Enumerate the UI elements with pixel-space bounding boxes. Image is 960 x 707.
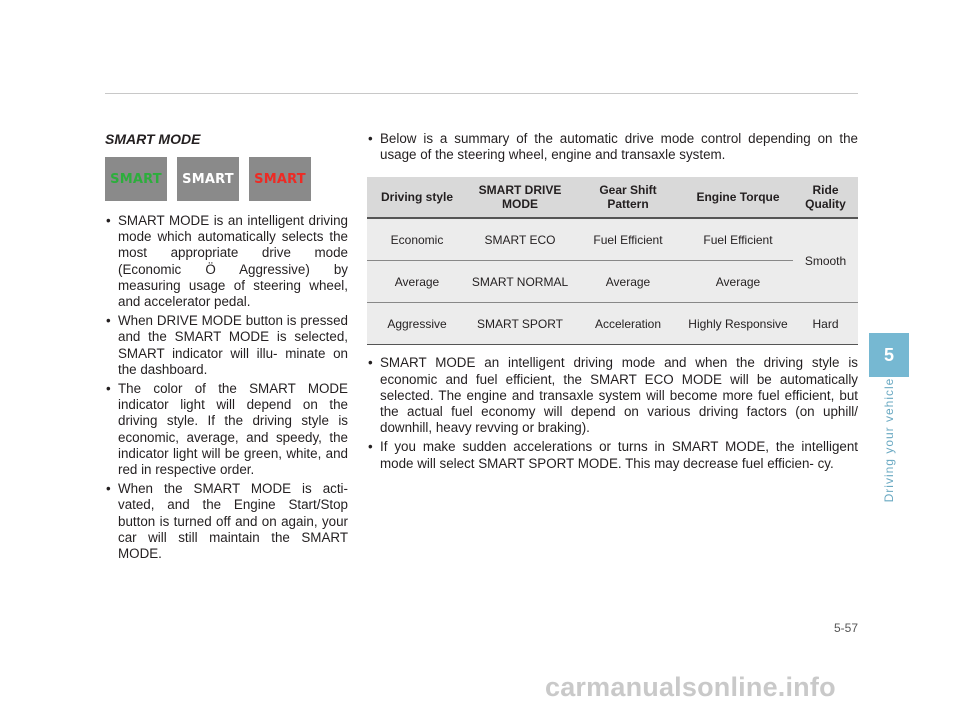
smart-indicator-red-icon: SMART	[249, 157, 311, 201]
right-column	[367, 131, 858, 475]
drive-mode-table	[367, 177, 858, 345]
section-title: SMART MODE	[105, 131, 201, 147]
cell-driving-style: Economic	[367, 218, 467, 261]
chapter-label: Driving your vehicle	[882, 377, 896, 503]
bullet-item: • When the SMART MODE is acti- vated, and the Engine Start/Stop button is turned off and on again, your car will still maintain the SMART MODE.	[105, 481, 348, 562]
table-row	[367, 218, 858, 261]
header-engine-torque: Engine Torque	[683, 177, 793, 218]
bullet-item: • When DRIVE MODE button is pressed and the SMART MODE is selected, SMART indicator will illu- minate on the dashboard.	[105, 313, 348, 378]
smart-indicator-white-icon: SMART	[177, 157, 239, 201]
cell-gear-shift: Average	[573, 261, 683, 303]
cell-engine-torque: Fuel Efficient	[683, 218, 793, 261]
cell-gear-shift: Fuel Efficient	[573, 218, 683, 261]
cell-driving-style: Aggressive	[367, 303, 467, 345]
cell-driving-style: Average	[367, 261, 467, 303]
table-header-row	[367, 177, 858, 218]
smart-indicator-green-icon: SMART	[105, 157, 167, 201]
table-row	[367, 261, 858, 303]
header-gear-shift-pattern: Gear Shift Pattern	[573, 177, 683, 218]
cell-smart-mode: SMART SPORT	[467, 303, 573, 345]
watermark: carmanualsonline.info	[545, 672, 836, 702]
bullet-item: • SMART MODE an intelligent driving mode and when the driving style is economic and fuel efficient, the SMART ECO MODE will be automatically selected. The engine and transaxle system will become more fuel efficient, but the actual fuel economy will depend on various driving factors (on uphill/ downhill, heavy revving or braking).	[367, 355, 858, 436]
bullet-item: • If you make sudden accelerations or turns in SMART MODE, the intelligent mode will select SMART SPORT MODE. This may decrease fuel efficien- cy.	[367, 439, 858, 471]
chapter-tab: 5	[869, 333, 909, 377]
smart-indicator-row	[105, 157, 348, 201]
header-smart-drive-mode: SMART DRIVE MODE	[467, 177, 573, 218]
bullet-item: • Below is a summary of the automatic drive mode control depending on the usage of the steering wheel, engine and transaxle system.	[367, 131, 858, 163]
cell-gear-shift: Acceleration	[573, 303, 683, 345]
cell-ride-quality-merged: Smooth	[793, 218, 858, 303]
cell-engine-torque: Average	[683, 261, 793, 303]
bullet-item: • The color of the SMART MODE indicator light will depend on the driving style. If the driving style is economic, average, and speedy, the indicator light will be green, white, and red in respective order.	[105, 381, 348, 478]
cell-ride-quality: Hard	[793, 303, 858, 345]
page-number: 5-57	[833, 621, 858, 635]
cell-smart-mode: SMART NORMAL	[467, 261, 573, 303]
drive-mode-table-wrapper	[367, 177, 858, 345]
header-ride-quality: Ride Quality	[793, 177, 858, 218]
right-bullet-list	[367, 355, 858, 471]
table-row	[367, 303, 858, 345]
bullet-item: • SMART MODE is an intelligent driving mode which automatically selects the most appropriate drive mode (Economic Ö Aggressive) by measuring usage of steering wheel, and accelerator pedal.	[105, 213, 348, 310]
top-divider	[105, 93, 858, 94]
header-driving-style: Driving style	[367, 177, 467, 218]
cell-engine-torque: Highly Responsive	[683, 303, 793, 345]
left-column	[105, 131, 348, 565]
left-bullet-list	[105, 213, 348, 562]
intro-bullet-list	[367, 131, 858, 163]
cell-smart-mode: SMART ECO	[467, 218, 573, 261]
